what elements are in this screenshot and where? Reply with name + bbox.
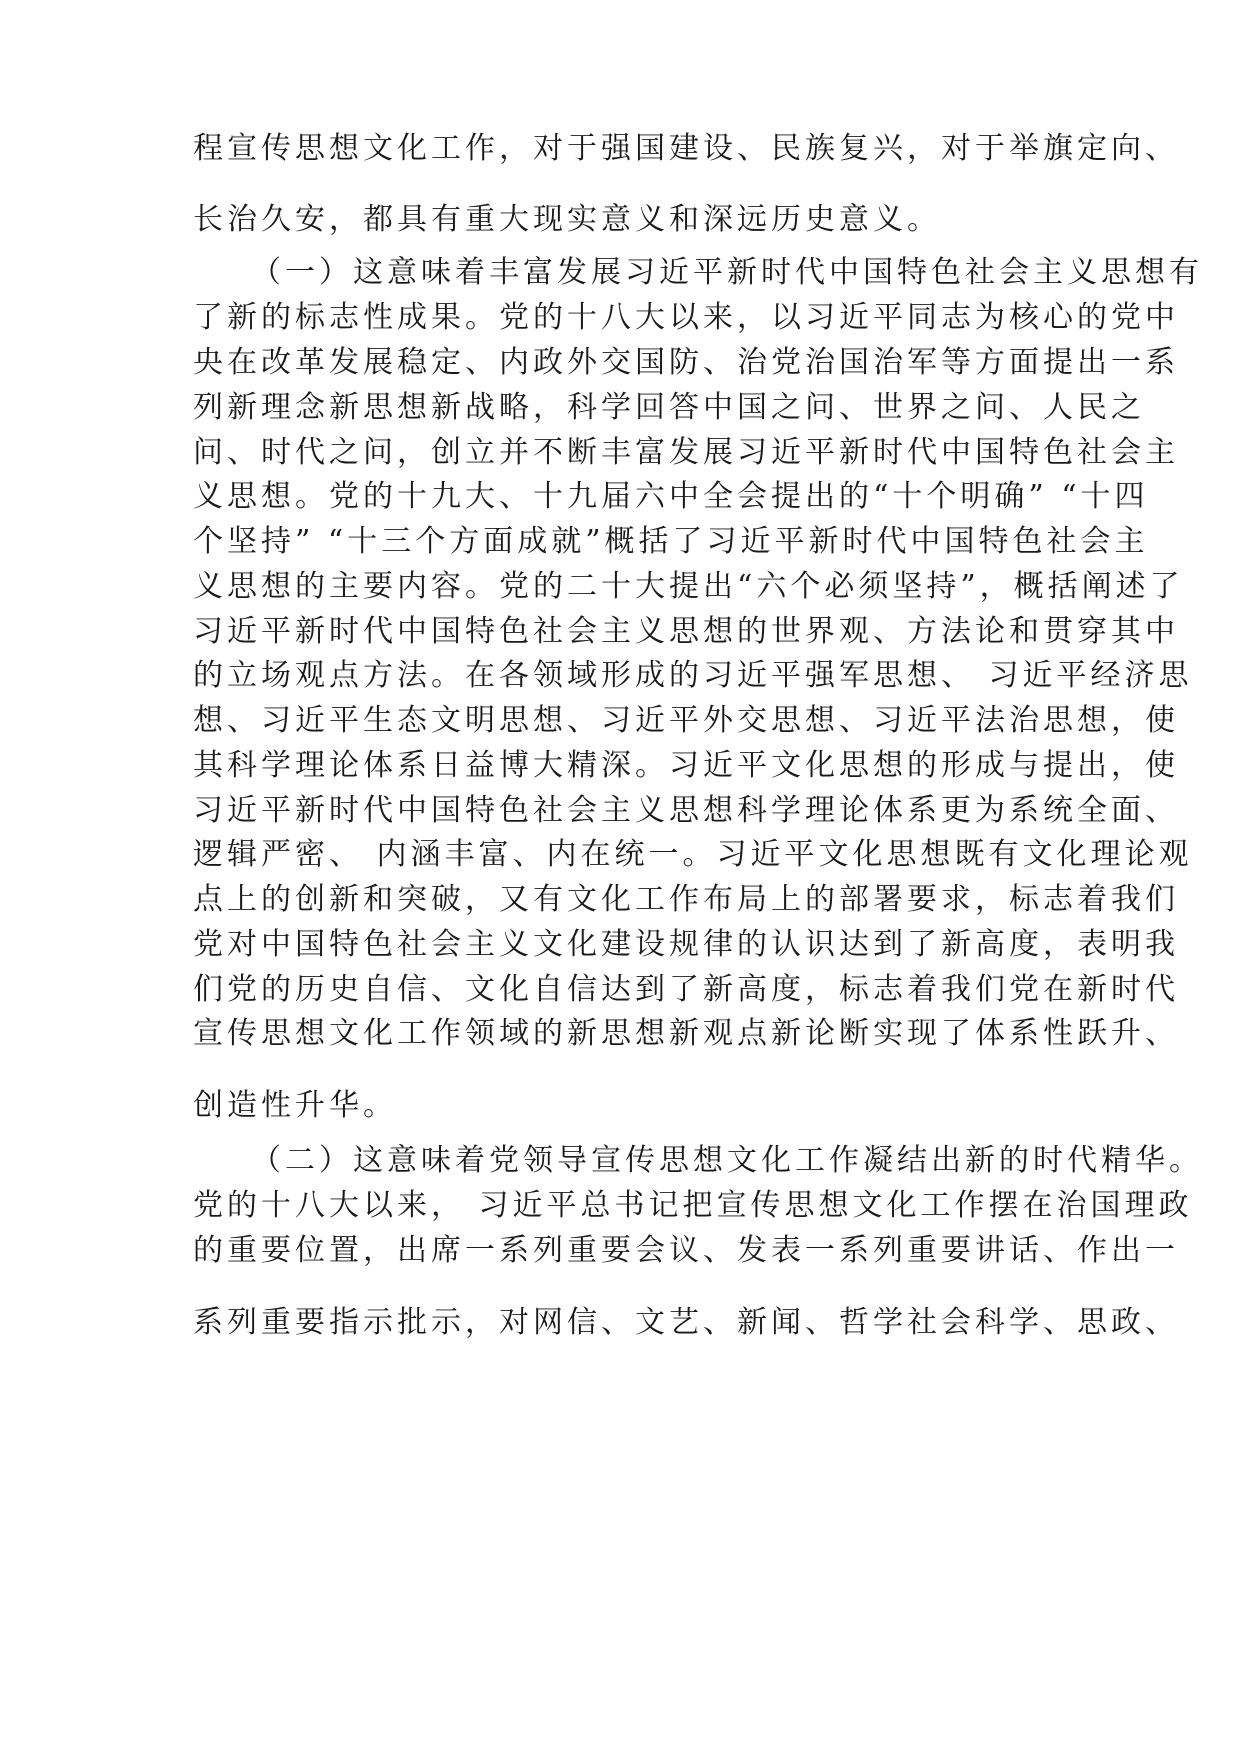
text-line: 们党的历史自信、文化自信达到了新高度，标志着我们党在新时代 [193, 972, 1179, 1007]
text-line: 义思想的主要内容。党的二十大提出“六个必须坚持”，概括阐述了 [193, 569, 1184, 604]
text-line: 其科学理论体系日益博大精深。习近平文化思想的形成与提出，使 [193, 748, 1179, 783]
text-line: 习近平新时代中国特色社会主义思想的世界观、方法论和贯穿其中 [193, 614, 1179, 649]
text-line: 了新的标志性成果。党的十八大以来，以习近平同志为核心的党中 [193, 300, 1179, 335]
text-line: 的重要位置，出席一系列重要会议、发表一系列重要讲话、作出一 [193, 1233, 1179, 1268]
text-line: 逻辑严密、 内涵丰富、内在统一。习近平文化思想既有文化理论观 [193, 837, 1193, 872]
text-line: 长治久安，都具有重大现实意义和深远历史意义。 [193, 202, 941, 237]
text-line: 的立场观点方法。在各领域形成的习近平强军思想、 习近平经济思 [193, 658, 1193, 693]
text-line: 想、习近平生态文明思想、习近平外交思想、习近平法治思想，使 [193, 703, 1179, 738]
paragraph-2-heading-line: （二）这意味着党领导宣传思想文化工作凝结出新的时代精华。 [251, 1143, 1203, 1178]
text-line: 列新理念新思想新战略，科学回答中国之问、世界之问、人民之 [193, 390, 1145, 425]
text-line: 问、时代之问，创立并不断丰富发展习近平新时代中国特色社会主 [193, 435, 1179, 470]
text-line: 习近平新时代中国特色社会主义思想科学理论体系更为系统全面、 [193, 793, 1179, 828]
text-line: 宣传思想文化工作领域的新思想新观点新论断实现了体系性跃升、 [193, 1016, 1179, 1051]
text-line: 系列重要指示批示，对网信、文艺、新闻、哲学社会科学、思政、 [193, 1305, 1179, 1340]
paragraph-1-heading-line: （一）这意味着丰富发展习近平新时代中国特色社会主义思想有 [251, 255, 1203, 290]
text-line: 点上的创新和突破，又有文化工作布局上的部署要求，标志着我们 [193, 882, 1179, 917]
text-line: 党的十八大以来， 习近平总书记把宣传思想文化工作摆在治国理政 [193, 1188, 1193, 1223]
text-line: 创造性升华。 [193, 1088, 397, 1123]
text-line: 程宣传思想文化工作，对于强国建设、民族复兴，对于举旗定向、 [193, 131, 1179, 166]
text-line: 个坚持” “十三个方面成就”概括了习近平新时代中国特色社会主 [193, 524, 1149, 559]
text-line: 央在改革发展稳定、内政外交国防、治党治国治军等方面提出一系 [193, 345, 1179, 380]
text-line: 党对中国特色社会主义文化建设规律的认识达到了新高度，表明我 [193, 927, 1179, 962]
text-line: 义思想。党的十九大、十九届六中全会提出的“十个明确” “十四 [193, 479, 1149, 514]
